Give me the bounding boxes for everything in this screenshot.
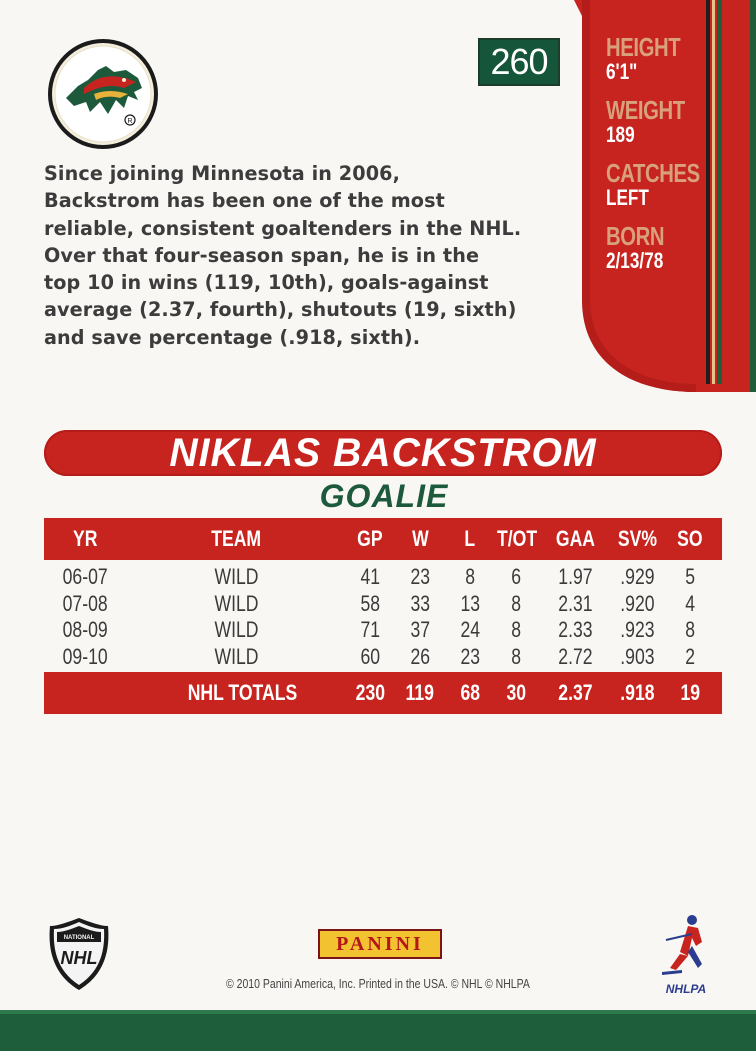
table-row	[44, 591, 722, 618]
cell-tot: 8	[511, 590, 521, 616]
cell-so: 8	[685, 617, 695, 643]
panini-logo	[318, 929, 442, 959]
cell-so: 5	[685, 564, 695, 590]
cell-sv: .920	[619, 590, 655, 616]
cell-so: 2	[685, 643, 695, 669]
player-bio	[44, 160, 544, 351]
cell-gp: 41	[360, 564, 380, 590]
cell-team: WILD	[214, 617, 258, 643]
panini-text: PANINI	[336, 932, 424, 955]
header-gp: GP	[357, 526, 383, 551]
table-row	[44, 617, 722, 644]
header-tot: T/OT	[497, 526, 538, 551]
cell-tot: 8	[511, 643, 521, 669]
cell-yr: 09-10	[62, 643, 108, 669]
player-position: GOALIE	[319, 478, 449, 514]
cell-team: WILD	[214, 590, 258, 616]
bio-line: Since joining Minnesota in 2006,	[44, 162, 400, 185]
card-number: 260	[478, 38, 560, 86]
bio-line: Over that four-season span, he is in the	[44, 243, 480, 267]
height-label: HEIGHT	[606, 32, 681, 62]
stats-totals-row	[44, 672, 722, 714]
cell-w: 26	[410, 643, 430, 669]
header-team: TEAM	[211, 526, 261, 551]
cell-yr: 07-08	[62, 590, 108, 616]
total-so: 19	[680, 680, 700, 705]
cell-w: 33	[410, 590, 430, 616]
stats-body	[44, 560, 722, 672]
cell-team: WILD	[214, 643, 258, 669]
cell-w: 23	[410, 564, 430, 590]
cell-yr: 08-09	[62, 617, 108, 643]
bio-line: average (2.37, fourth), shutouts (19, sixth)	[44, 298, 517, 322]
bio-line: top 10 in wins (119, 10th), goals-against	[44, 271, 489, 295]
catches-label: CATCHES	[606, 158, 700, 188]
total-tot: 30	[506, 680, 526, 705]
copyright-text: © 2010 Panini America, Inc. Printed in the USA. © NHL © NHLPA	[226, 977, 530, 991]
cell-sv: .923	[619, 617, 655, 643]
cell-gp: 71	[360, 617, 380, 643]
cell-l: 23	[460, 643, 480, 669]
table-row	[44, 564, 722, 591]
header-yr: YR	[72, 526, 98, 551]
totals-label: NHL TOTALS	[187, 680, 298, 705]
total-sv: .918	[619, 680, 655, 705]
vitals-list	[606, 34, 716, 286]
cell-tot: 6	[511, 564, 521, 590]
header-so: SO	[677, 526, 703, 551]
cell-team: WILD	[214, 564, 258, 590]
bio-line: and save percentage (.918, sixth).	[44, 325, 421, 349]
cell-gp: 60	[360, 643, 380, 669]
cell-yr: 06-07	[62, 564, 108, 590]
cell-gaa: 2.33	[557, 617, 593, 643]
cell-l: 13	[460, 590, 480, 616]
cell-so: 4	[685, 590, 695, 616]
stats-table	[44, 518, 722, 714]
header-w: W	[411, 526, 429, 551]
total-gaa: 2.37	[557, 680, 593, 705]
player-name: NIKLAS BACKSTROM	[169, 430, 597, 475]
total-w: 119	[405, 680, 435, 705]
bio-line: reliable, consistent goaltenders in the NHL.	[44, 216, 522, 240]
total-gp: 230	[355, 680, 385, 705]
weight-label: WEIGHT	[606, 95, 685, 125]
height-value: 6'1"	[606, 59, 638, 84]
cell-gp: 58	[360, 590, 380, 616]
header-sv: SV%	[617, 526, 657, 551]
cell-l: 24	[460, 617, 480, 643]
cell-gaa: 2.31	[557, 590, 593, 616]
table-row	[44, 644, 722, 671]
stats-header-row	[44, 518, 722, 560]
cell-gaa: 2.72	[557, 643, 593, 669]
born-value: 2/13/78	[606, 248, 664, 273]
nhlpa-label: NHLPA	[665, 982, 707, 996]
total-l: 68	[460, 680, 480, 705]
bio-line: Backstrom has been one of the most	[44, 189, 445, 213]
svg-text:NHL: NHL	[60, 948, 98, 968]
bottom-border	[0, 1010, 756, 1051]
name-banner	[44, 430, 722, 476]
header-l: L	[464, 526, 476, 551]
cell-w: 37	[410, 617, 430, 643]
cell-sv: .903	[619, 643, 655, 669]
catches-value: LEFT	[606, 185, 649, 210]
born-label: BORN	[606, 221, 665, 251]
svg-text:NATIONAL: NATIONAL	[63, 935, 95, 941]
cell-tot: 8	[511, 617, 521, 643]
svg-text:R: R	[127, 118, 133, 125]
cell-sv: .929	[619, 564, 655, 590]
cell-l: 8	[465, 564, 475, 590]
weight-value: 189	[606, 122, 635, 147]
header-gaa: GAA	[555, 526, 595, 551]
cell-gaa: 1.97	[557, 564, 593, 590]
team-logo-icon	[44, 36, 162, 152]
